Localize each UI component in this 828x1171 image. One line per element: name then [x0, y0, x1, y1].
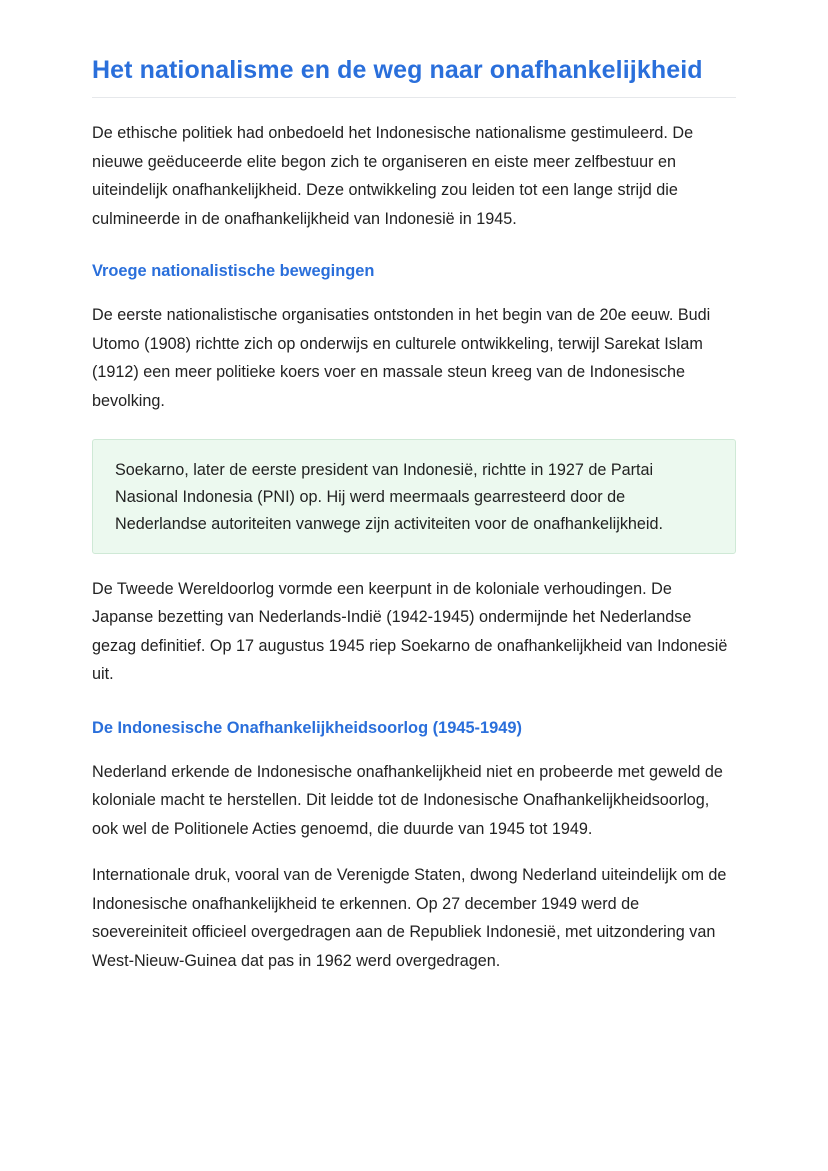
title-divider — [92, 97, 736, 98]
section-heading-early-movements: Vroege nationalistische bewegingen — [92, 262, 375, 280]
intro-paragraph: De ethische politiek had onbedoeld het Indonesische nationalisme gestimuleerd. De nieuwe geëduceerde elite begon zich te organiseren en eiste meer zelfbestuur en uiteindelijk onafhankelijkheid. Deze ontwikkeling zou leiden tot een lange strijd die culmineerde in de onafhankelijkheid van Indonesië in 1945. — [92, 124, 694, 228]
page-title: Het nationalisme en de weg naar onafhankelijkheid — [92, 56, 703, 84]
callout-text: Soekarno, later de eerste president van Indonesië, richtte in 1927 de Partai Nasional Indonesia (PNI) op. Hij werd meermaals gearresteerd door de Nederlandse autoriteiten vanwege zijn activiteiten voor de onafhankelijkheid. — [115, 461, 664, 534]
section-heading-independence-war: De Indonesische Onafhankelijkheidsoorlog (1945-1949) — [92, 718, 522, 737]
soekarno-callout — [92, 439, 736, 554]
sovereignty-transfer-paragraph: Internationale druk, vooral van de Verenigde Staten, dwong Nederland uiteindelijk om de Indonesische onafhankelijkheid te erkennen. Op 27 december 1949 werd de soevereiniteit officieel overgedragen aan de Republiek Indonesië, met uitzondering van West-Nieuw-Guinea dat pas in 1962 werd overgedragen. — [92, 866, 727, 970]
ww2-paragraph: De Tweede Wereldoorlog vormde een keerpunt in de koloniale verhoudingen. De Japanse bezetting van Nederlands-Indië (1942-1945) ondermijnde het Nederlandse gezag definitief. Op 17 augustus 1945 riep Soekarno de onafhankelijkheid van Indonesië uit. — [92, 579, 728, 684]
independence-war-paragraph: Nederland erkende de Indonesische onafhankelijkheid niet en probeerde met geweld de koloniale macht te herstellen. Dit leidde tot de Indonesische Onafhankelijkheidsoorlog, ook wel de Politionele Acties genoemd, die duurde van 1945 tot 1949. — [92, 762, 723, 838]
early-movements-paragraph: De eerste nationalistische organisaties ontstonden in het begin van de 20e eeuw. Budi Utomo (1908) richtte zich op onderwijs en culturele ontwikkeling, terwijl Sarekat Islam (1912) een meer politieke koers voer en massale steun kreeg van de Indonesische bevolking. — [92, 306, 711, 410]
